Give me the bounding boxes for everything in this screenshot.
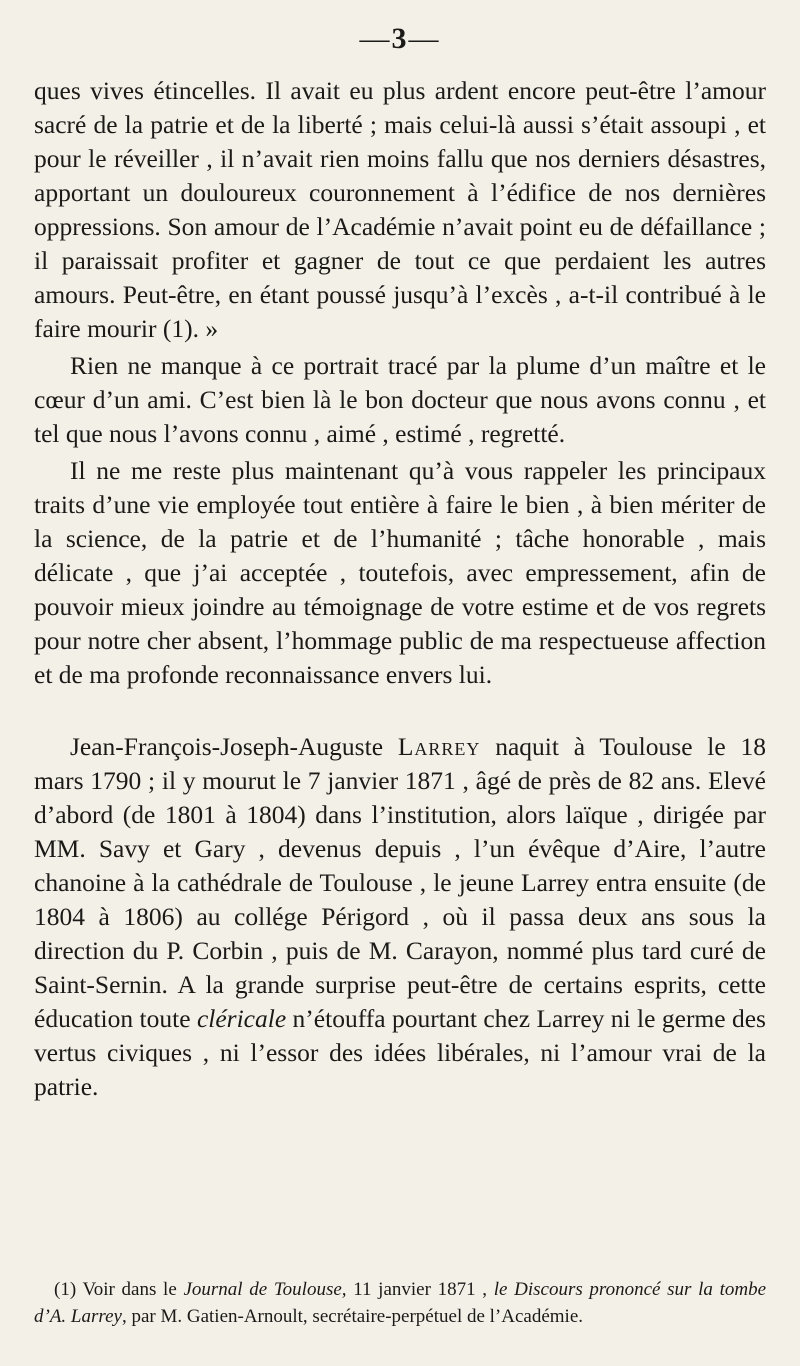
footnote-journal: Journal de Toulouse, (183, 1279, 347, 1300)
footnote-part-1: (1) Voir dans le (54, 1279, 184, 1300)
footnote-part-3: , par M. Gatien-Arnoult, secrétaire-perpétuel de l’Académie. (121, 1306, 584, 1327)
paragraph-4-middle: naquit à Toulouse le 18 mars 1790 ; il y mourut le 7 janvier 1871 , âgé de près de 82 ans. Elevé d’abord (de 1801 à 1804) dans l’institution, alors laïque , dirigée par MM. Savy et Gary , devenus depuis , l’un évêque d’Aire, l’autre chanoine à la cathédrale de Toulouse , le jeune Larrey entra ensuite (de 1804 à 1806) au collége Périgord , où il passa deux ans sous la direction du P. Corbin , puis de M. Carayon, nommé plus tard curé de Saint-Sernin. A la grande surprise peut-être de certains esprits, cette éducation toute (34, 732, 766, 1033)
page-number: — 3 — (0, 22, 800, 56)
paragraph-4-end: n’étouffa pourtant chez Larrey ni le germe des vertus civiques , ni l’essor des idées libérales, ni l’amour vrai de la patrie. (34, 1004, 766, 1101)
footnote-part-2: 11 janvier 1871 , (346, 1279, 494, 1300)
paragraph-3: Il ne me reste plus maintenant qu’à vous rappeler les principaux traits d’une vie employée tout entière à faire le bien , à bien mériter de la science, de la patrie et de l’humanité ; tâche honorable , mais délicate , que j’ai acceptée , toutefois, avec empressement, afin de pouvoir mieux joindre au témoignage de votre estime et de vos regrets pour notre cher absent, l’hommage public de ma respectueuse affection et de ma profonde reconnaissance envers lui. (34, 456, 766, 689)
paragraph-4 (34, 730, 766, 1104)
paragraph-4-start: Jean-François-Joseph-Auguste (70, 732, 398, 761)
footnote (34, 1276, 766, 1330)
italic-clericale: cléricale (196, 1004, 287, 1033)
paragraph-1: ques vives étincelles. Il avait eu plus ardent encore peut-être l’amour sacré de la patrie et de la liberté ; mais celui-là aussi s’était assoupi , et pour le réveiller , il n’avait rien moins fallu que nos derniers désastres, apportant un douloureux couronnement à l’édifice de nos dernières oppressions. Son amour de l’Académie n’avait point eu de défaillance ; il paraissait profiter et gagner de tout ce que perdaient les autres amours. Peut-être, en étant poussé jusqu’à l’excès , a-t-il contribué à le faire mourir (1). » (34, 76, 766, 343)
surname-larrey: Larrey (397, 732, 481, 761)
body-text (34, 74, 766, 1104)
paragraph-2: Rien ne manque à ce portrait tracé par la plume d’un maître et le cœur d’un ami. C’est bien là le bon docteur que nous avons connu , et tel que nous l’avons connu , aimé , estimé , regretté. (34, 351, 766, 448)
footnote-discours: le Discours prononcé sur la tombe d’A. Larrey (34, 1279, 767, 1327)
